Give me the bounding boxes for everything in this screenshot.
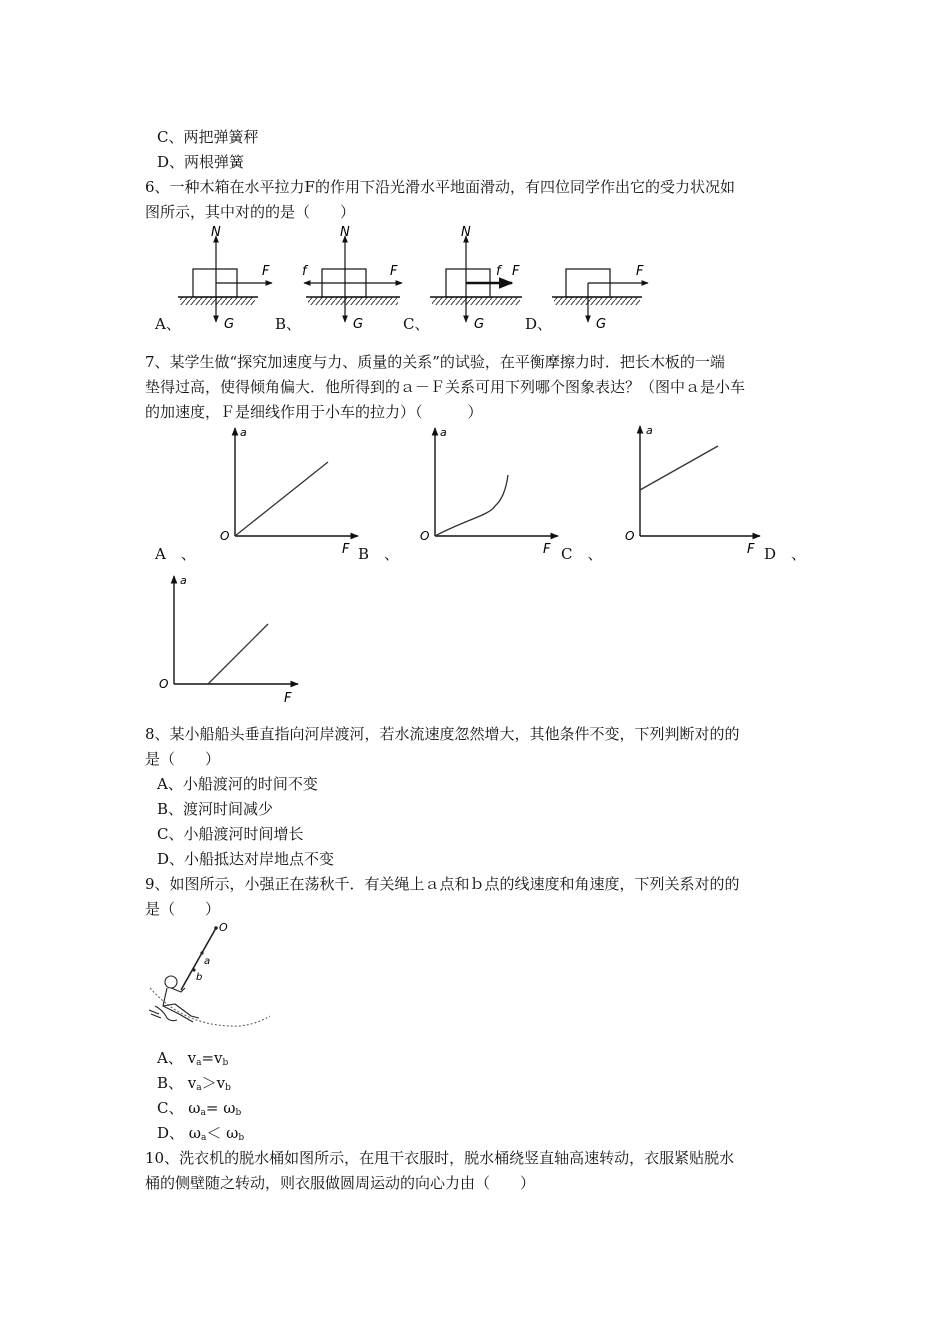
q8-text-line2: 是（ ） [145, 750, 221, 768]
q5-option-d: D、两根弹簧 [157, 153, 245, 171]
q9-person-icon [149, 976, 199, 1022]
q9-label-a: a [204, 956, 211, 967]
q9-option-d: D、 $\omega_a< \omega_b$ [157, 1124, 245, 1143]
q6-diagram-a [178, 225, 272, 332]
q6-d-g-label: G [596, 317, 607, 332]
q7-graph-b [420, 426, 558, 557]
q6-label-c: C、 [403, 315, 430, 333]
q7-text-line2: 垫得过高，使得倾角偏大．他所得到的ａ－Ｆ关系可用下列哪个图象表达？（图中ａ是小车 [145, 378, 746, 396]
q9-label-o: O [219, 921, 228, 934]
q6-diagram-c [430, 225, 522, 332]
q7-a-line [235, 462, 328, 536]
q8-text-line1: 8、某小船船头垂直指向河岸渡河，若水流速度忽然增大，其他条件不变，下列判断对的的 [145, 725, 740, 743]
q7-a-axis-f: F [342, 542, 350, 557]
q5-option-c: C、两把弹簧秤 [157, 128, 259, 146]
q6-label-a: A、 [155, 315, 181, 333]
q8-option-a: A、小船渡河的时间不变 [157, 775, 318, 793]
q7-label-c: C 、 [561, 545, 603, 563]
q7-graphs [150, 420, 770, 565]
q7-a-origin: O [220, 529, 230, 543]
q7-c-origin: O [625, 529, 635, 543]
q6-c-n-label: N [461, 225, 471, 240]
q6-a-g-label: G [224, 317, 235, 332]
q7-d-line [208, 624, 268, 684]
q7-graph-c [625, 424, 760, 557]
q7-c-axis-a: a [646, 424, 653, 437]
q7-label-d: D 、 [764, 545, 807, 563]
q6-b-g-label: G [353, 317, 364, 332]
q6-b-friction-label: f [302, 264, 307, 279]
q9-label-b: b [196, 972, 203, 983]
q9-text-line1: 9、如图所示，小强正在荡秋千．有关绳上ａ点和ｂ点的线速度和角速度，下列关系对的的 [145, 875, 740, 893]
q6-b-n-label: N [340, 225, 350, 240]
q10-text-line1: 10、洗衣机的脱水桶如图所示，在甩干衣服时，脱水桶绕竖直轴高速转动，衣服紧贴脱水 [145, 1149, 735, 1167]
q6-text-line1: 6、一种木箱在水平拉力F的作用下沿光滑水平地面滑动，有四位同学作出它的受力状况如 [145, 178, 735, 196]
q7-c-line [640, 446, 718, 490]
q7-text-line1: 7、某学生做“探究加速度与力、质量的关系”的试验，在平衡摩擦力时．把长木板的一端 [145, 353, 725, 371]
q9-text-line2: 是（ ） [145, 900, 221, 918]
q9-swing-figure [145, 918, 275, 1033]
q7-graph-a [220, 426, 358, 557]
q7-label-a: A 、 [155, 545, 196, 563]
q7-d-axis-f: F [284, 691, 292, 706]
q8-option-d: D、小船抵达对岸地点不变 [157, 850, 335, 868]
q7-c-axis-f: F [747, 542, 755, 557]
q9-swing-arc [150, 988, 270, 1026]
q7-d-axis-a: a [180, 574, 187, 587]
q9-option-b: B、 $v_a>v_b$ [157, 1074, 231, 1093]
q6-a-f-label: F [262, 264, 270, 279]
q6-label-d: D、 [525, 315, 553, 333]
q9-option-c: C、 $\omega_a= \omega_b$ [157, 1099, 242, 1118]
q6-d-f-label: F [636, 264, 644, 279]
q6-diagram-b [302, 225, 402, 332]
q6-c-friction-label: f [496, 264, 501, 279]
q6-label-b: B、 [275, 315, 302, 333]
q7-label-b: B 、 [358, 545, 400, 563]
q6-text-line2: 图所示，其中对的的是（ ） [145, 203, 356, 221]
q7-b-axis-a: a [440, 426, 447, 439]
q8-option-c: C、小船渡河时间增长 [157, 825, 304, 843]
q6-diagram-d [552, 264, 648, 332]
q6-c-g-label: G [474, 317, 485, 332]
q7-b-axis-f: F [543, 542, 551, 557]
q7-text-line3: 的加速度，Ｆ是细线作用于小车的拉力）（ ） [145, 403, 483, 421]
q9-option-a: A、 $v_a=v_b$ [157, 1049, 229, 1068]
q6-a-n-label: N [211, 225, 221, 240]
q8-option-b: B、渡河时间减少 [157, 800, 274, 818]
q7-b-curve [435, 475, 508, 536]
q6-c-f-label: F [512, 264, 520, 279]
q7-a-axis-a: a [240, 426, 247, 439]
q7-graph-d [150, 570, 310, 710]
q7-d-origin: O [159, 677, 169, 691]
q6-b-f-label: F [390, 264, 398, 279]
q10-text-line2: 桶的侧壁随之转动，则衣服做圆周运动的向心力由（ ） [145, 1174, 536, 1192]
q7-b-origin: O [420, 529, 430, 543]
